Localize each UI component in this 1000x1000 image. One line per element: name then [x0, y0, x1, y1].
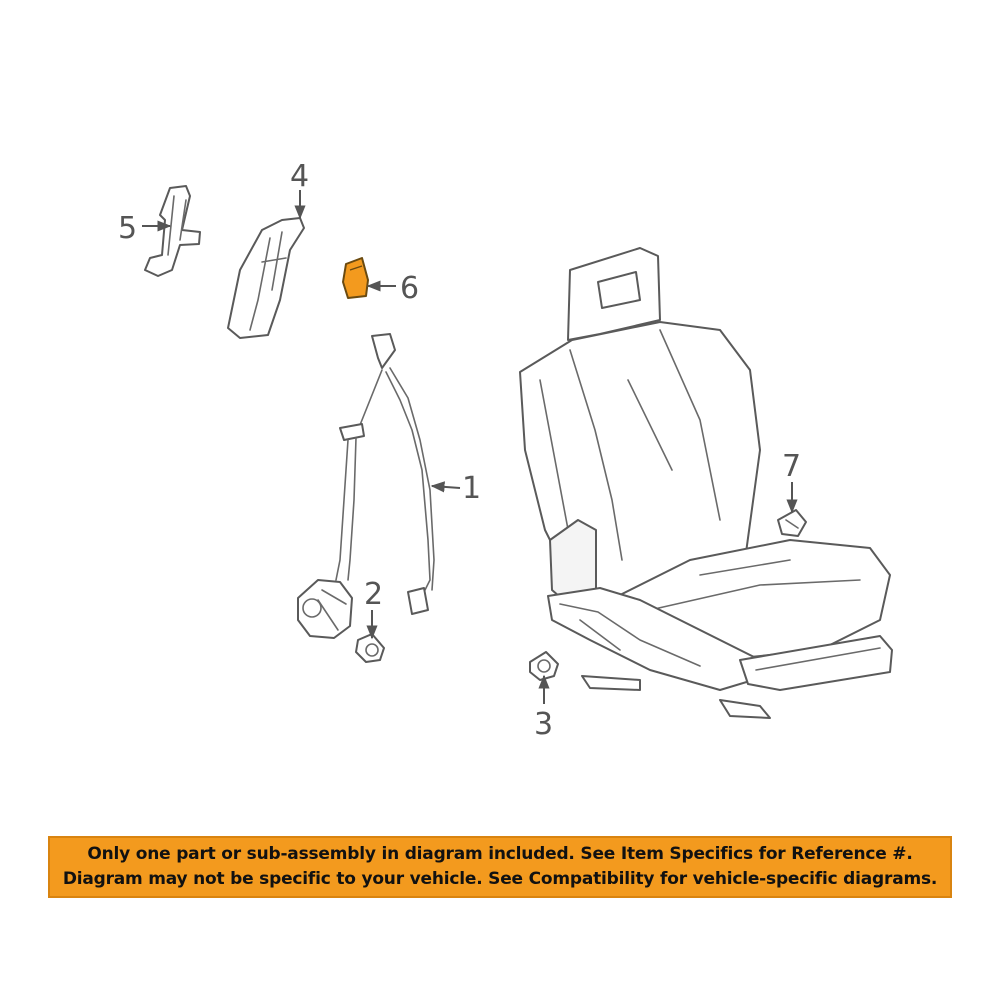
callout-1-label: 1: [462, 471, 482, 506]
part-6-cover-highlighted: [343, 258, 368, 298]
callout-1: [432, 471, 481, 506]
seat-assembly: [520, 248, 892, 718]
callout-6: [368, 271, 419, 306]
part-2-bolt: [356, 634, 384, 662]
callout-3-label: 3: [534, 707, 554, 742]
disclaimer-line-2: Diagram may not be specific to your vehicle. See Compatibility for vehicle-specific diagrams.: [62, 869, 938, 889]
callout-7-label: 7: [782, 449, 802, 484]
callout-3: [534, 676, 553, 742]
part-3-bolt: [530, 652, 558, 680]
callout-2: [364, 577, 383, 638]
disclaimer-line-1: Only one part or sub-assembly in diagram included. See Item Specifics for Reference #.: [87, 844, 913, 864]
callout-4-label: 4: [290, 159, 310, 194]
part-5-bracket: [145, 186, 200, 276]
callout-5-label: 5: [118, 211, 138, 246]
callout-7: [782, 449, 801, 512]
callout-4: [290, 159, 309, 218]
disclaimer-banner: [48, 836, 952, 898]
callout-2-label: 2: [364, 577, 384, 612]
part-4-pillar-trim: [228, 218, 304, 338]
callout-6-label: 6: [400, 271, 420, 306]
